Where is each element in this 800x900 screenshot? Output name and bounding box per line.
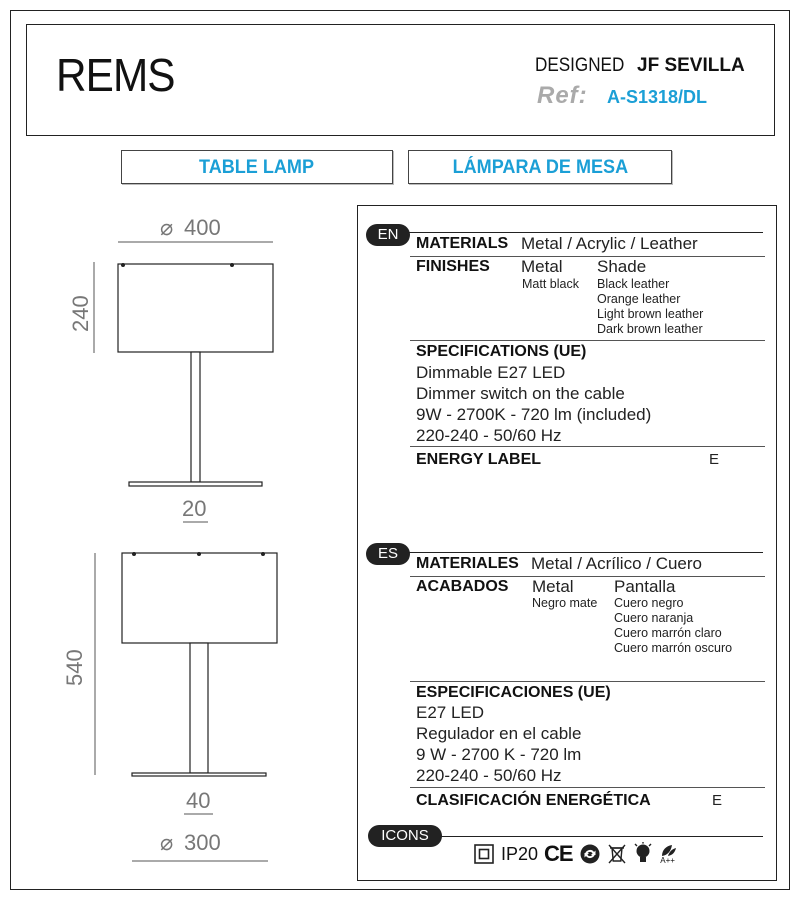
- ip-rating: IP20: [501, 843, 539, 864]
- en-shade-value: Orange leather: [597, 292, 681, 306]
- energy-class-label: A++: [660, 856, 675, 865]
- en-spec-line: 9W - 2700K - 720 lm (included): [416, 405, 652, 424]
- lower-stem-dim: 40: [186, 788, 211, 813]
- en-materials-value: Metal / Acrylic / Leather: [521, 234, 698, 253]
- lang-pill-es: ES: [366, 543, 410, 565]
- upper-stem: [191, 352, 200, 482]
- weee-bin-icon: [607, 843, 627, 865]
- en-spec-line: Dimmer switch on the cable: [416, 384, 625, 403]
- technical-drawing: [0, 0, 360, 900]
- en-spec-title: SPECIFICATIONS (UE): [416, 343, 587, 360]
- lower-diameter-dim: 300: [184, 830, 221, 855]
- es-shade-value: Cuero negro: [614, 596, 684, 610]
- es-materials-value: Metal / Acrílico / Cuero: [531, 554, 703, 573]
- icons-pill: ICONS: [368, 825, 442, 847]
- es-shade-value: Cuero marrón claro: [614, 626, 722, 640]
- tab-lampara-de-mesa: LÁMPARA DE MESA: [408, 150, 672, 184]
- led-bulb-icon: [633, 842, 653, 866]
- en-shade-value: Dark brown leather: [597, 322, 703, 336]
- upper-base: [129, 482, 262, 486]
- class-ii-icon: [473, 843, 495, 865]
- lower-base: [132, 773, 266, 776]
- en-spec-line: Dimmable E27 LED: [416, 363, 566, 382]
- upper-height-dim: 240: [68, 295, 93, 332]
- ref-label: Ref:: [537, 82, 588, 109]
- es-spec-line: Regulador en el cable: [416, 724, 582, 743]
- designed-label: DESIGNED: [535, 55, 625, 76]
- lower-stem: [190, 643, 208, 773]
- en-energy-label: ENERGY LABEL: [416, 451, 542, 468]
- en-metal-value: Matt black: [522, 277, 579, 291]
- en-shade-label: Shade: [597, 257, 647, 276]
- tab-table-lamp: TABLE LAMP: [121, 150, 393, 184]
- designer-name: JF SEVILLA: [637, 55, 745, 76]
- es-shade-value: Cuero naranja: [614, 611, 694, 625]
- recyclable-icon: [579, 843, 601, 865]
- diameter-symbol-upper: ⌀: [160, 215, 174, 240]
- en-energy-value: E: [709, 451, 720, 468]
- en-shade-value: Black leather: [597, 277, 670, 291]
- es-spec-line: 220-240 - 50/60 Hz: [416, 766, 562, 785]
- lower-shade: [122, 553, 277, 643]
- icons-row: [473, 842, 677, 866]
- es-finishes-label: ACABADOS: [416, 578, 509, 595]
- es-materials-label: MATERIALES: [416, 555, 519, 572]
- es-spec-title: ESPECIFICACIONES (UE): [416, 684, 611, 701]
- lang-pill-en: EN: [366, 224, 410, 246]
- upper-shade: [118, 264, 273, 352]
- lower-height-dim: 540: [62, 649, 87, 686]
- es-shade-value: Cuero marrón oscuro: [614, 641, 733, 655]
- es-spec-line: E27 LED: [416, 703, 485, 722]
- es-metal-label: Metal: [532, 577, 574, 596]
- ce-mark-icon: CE: [544, 841, 573, 866]
- en-shade-value: Light brown leather: [597, 307, 704, 321]
- ref-code: A-S1318/DL: [607, 87, 708, 107]
- upper-lamp-drawing: [68, 215, 273, 522]
- en-materials-label: MATERIALS: [416, 235, 509, 252]
- es-metal-value: Negro mate: [532, 596, 598, 610]
- diameter-symbol-lower: ⌀: [160, 830, 174, 855]
- es-shade-label: Pantalla: [614, 577, 676, 596]
- product-name: REMS: [56, 49, 175, 101]
- lower-lamp-drawing: [62, 552, 277, 861]
- es-spec-line: 9 W - 2700 K - 720 lm: [416, 745, 582, 764]
- en-finishes-label: FINISHES: [416, 258, 490, 275]
- energy-class-icon: [659, 843, 677, 865]
- upper-diameter-dim: 400: [184, 215, 221, 240]
- en-spec-line: 220-240 - 50/60 Hz: [416, 426, 562, 445]
- es-energy-value: E: [712, 792, 723, 809]
- es-energy-label: CLASIFICACIÓN ENERGÉTICA: [416, 792, 651, 809]
- upper-stem-dim: 20: [182, 496, 207, 521]
- en-metal-label: Metal: [521, 257, 563, 276]
